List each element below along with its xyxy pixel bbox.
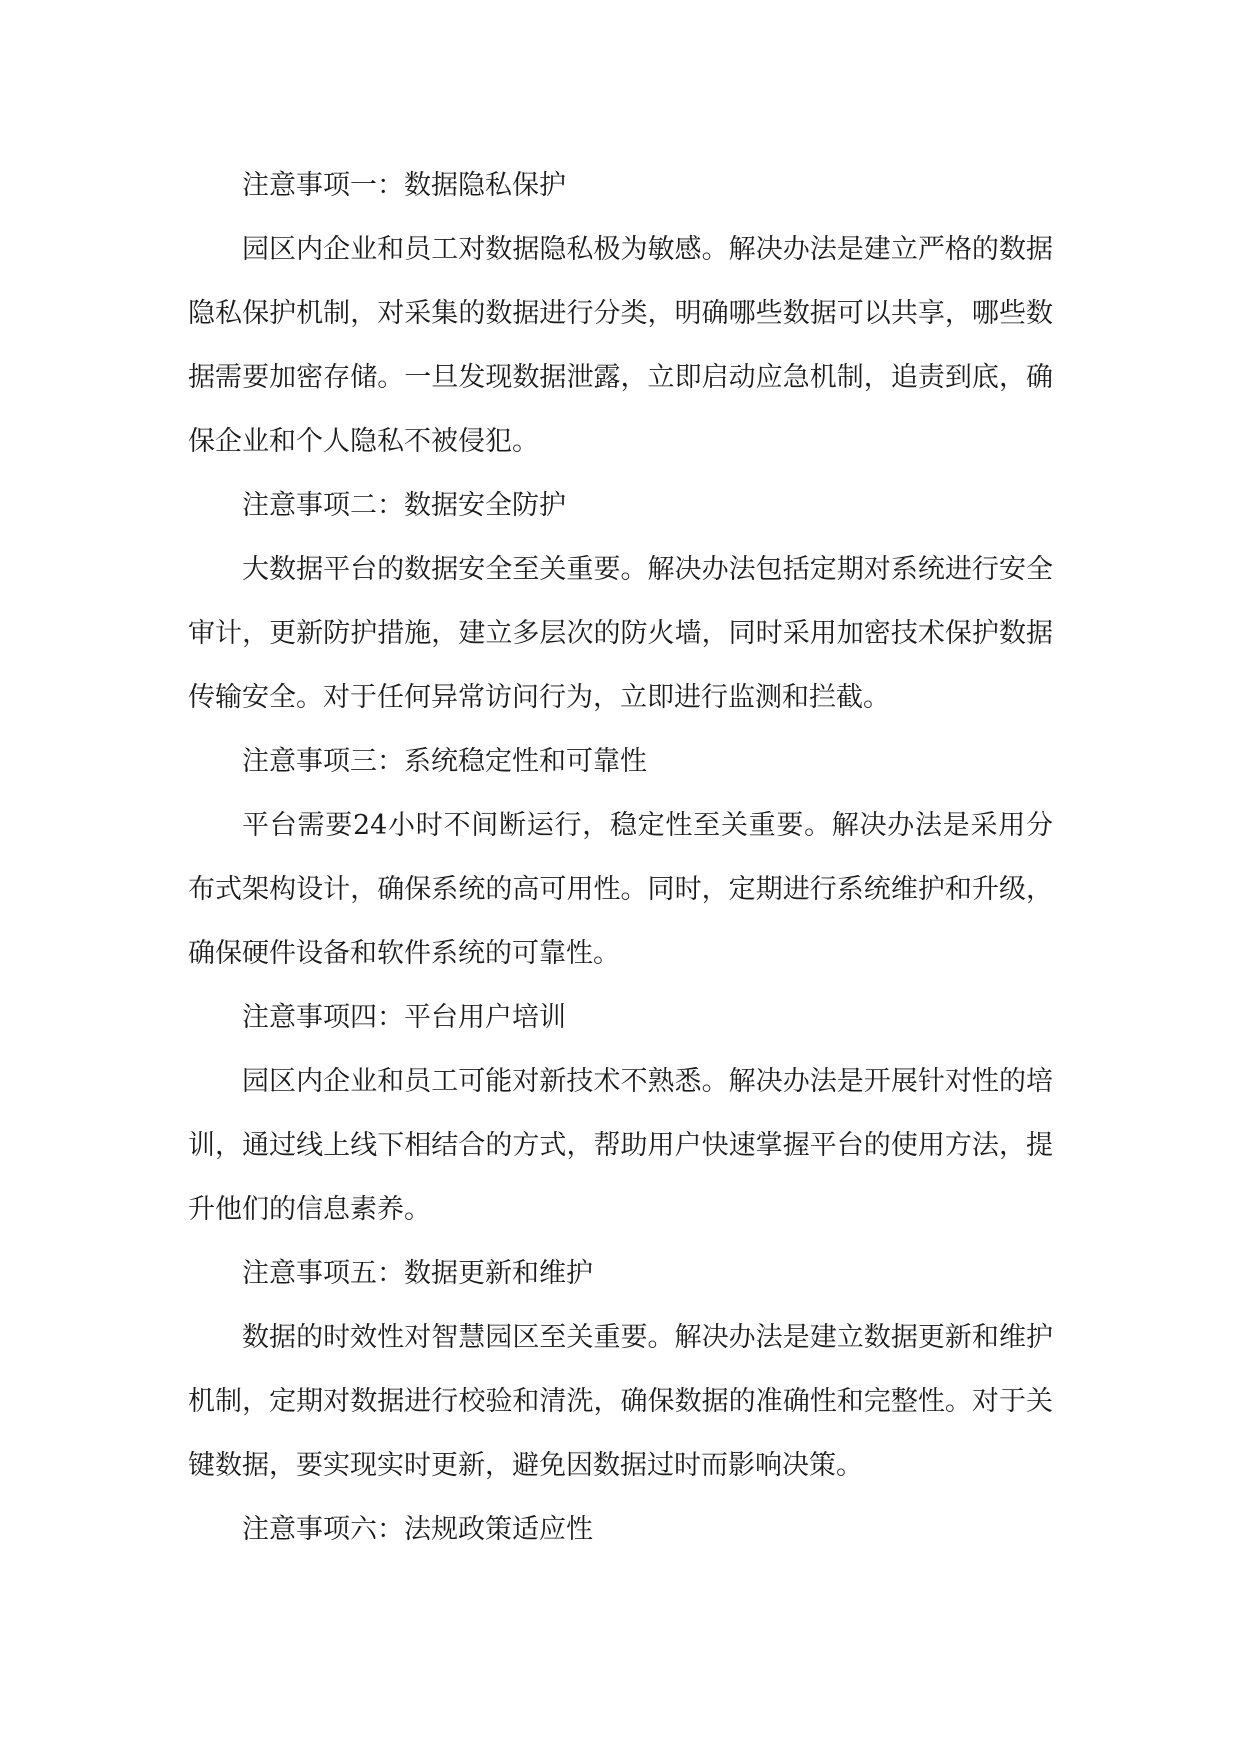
- section-heading-3: 注意事项三：系统稳定性和可靠性: [242, 746, 647, 777]
- section-heading-6: 注意事项六：法规政策适应性: [242, 1514, 593, 1545]
- section-paragraph-2: 大数据平台的数据安全至关重要。解决办法包括定期对系统进行安全审计，更新防护措施，建立多层次的防火墙，同时采用加密技术保护数据传输安全。对于任何异常访问行为，立即进行监测和拦截。: [188, 554, 1053, 713]
- section-heading-4: 注意事项四：平台用户培训: [242, 1002, 566, 1033]
- section-paragraph-1: 园区内企业和员工对数据隐私极为敏感。解决办法是建立严格的数据隐私保护机制，对采集的数据进行分类，明确哪些数据可以共享，哪些数据需要加密存储。一旦发现数据泄露，立即启动应急机制，追责到底，确保企业和个人隐私不被侵犯。: [188, 234, 1053, 457]
- document-body: [188, 154, 1053, 1562]
- section-heading-2: 注意事项二：数据安全防护: [242, 490, 566, 521]
- section-heading-1: 注意事项一：数据隐私保护: [242, 170, 566, 201]
- section-paragraph-5: 数据的时效性对智慧园区至关重要。解决办法是建立数据更新和维护机制，定期对数据进行校验和清洗，确保数据的准确性和完整性。对于关键数据，要实现实时更新，避免因数据过时而影响决策。: [188, 1322, 1053, 1481]
- section-paragraph-4: 园区内企业和员工可能对新技术不熟悉。解决办法是开展针对性的培训，通过线上线下相结合的方式，帮助用户快速掌握平台的使用方法，提升他们的信息素养。: [188, 1066, 1053, 1225]
- section-paragraph-3: 平台需要24小时不间断运行，稳定性至关重要。解决办法是采用分布式架构设计，确保系统的高可用性。同时，定期进行系统维护和升级，确保硬件设备和软件系统的可靠性。: [188, 810, 1053, 969]
- section-heading-5: 注意事项五：数据更新和维护: [242, 1258, 593, 1289]
